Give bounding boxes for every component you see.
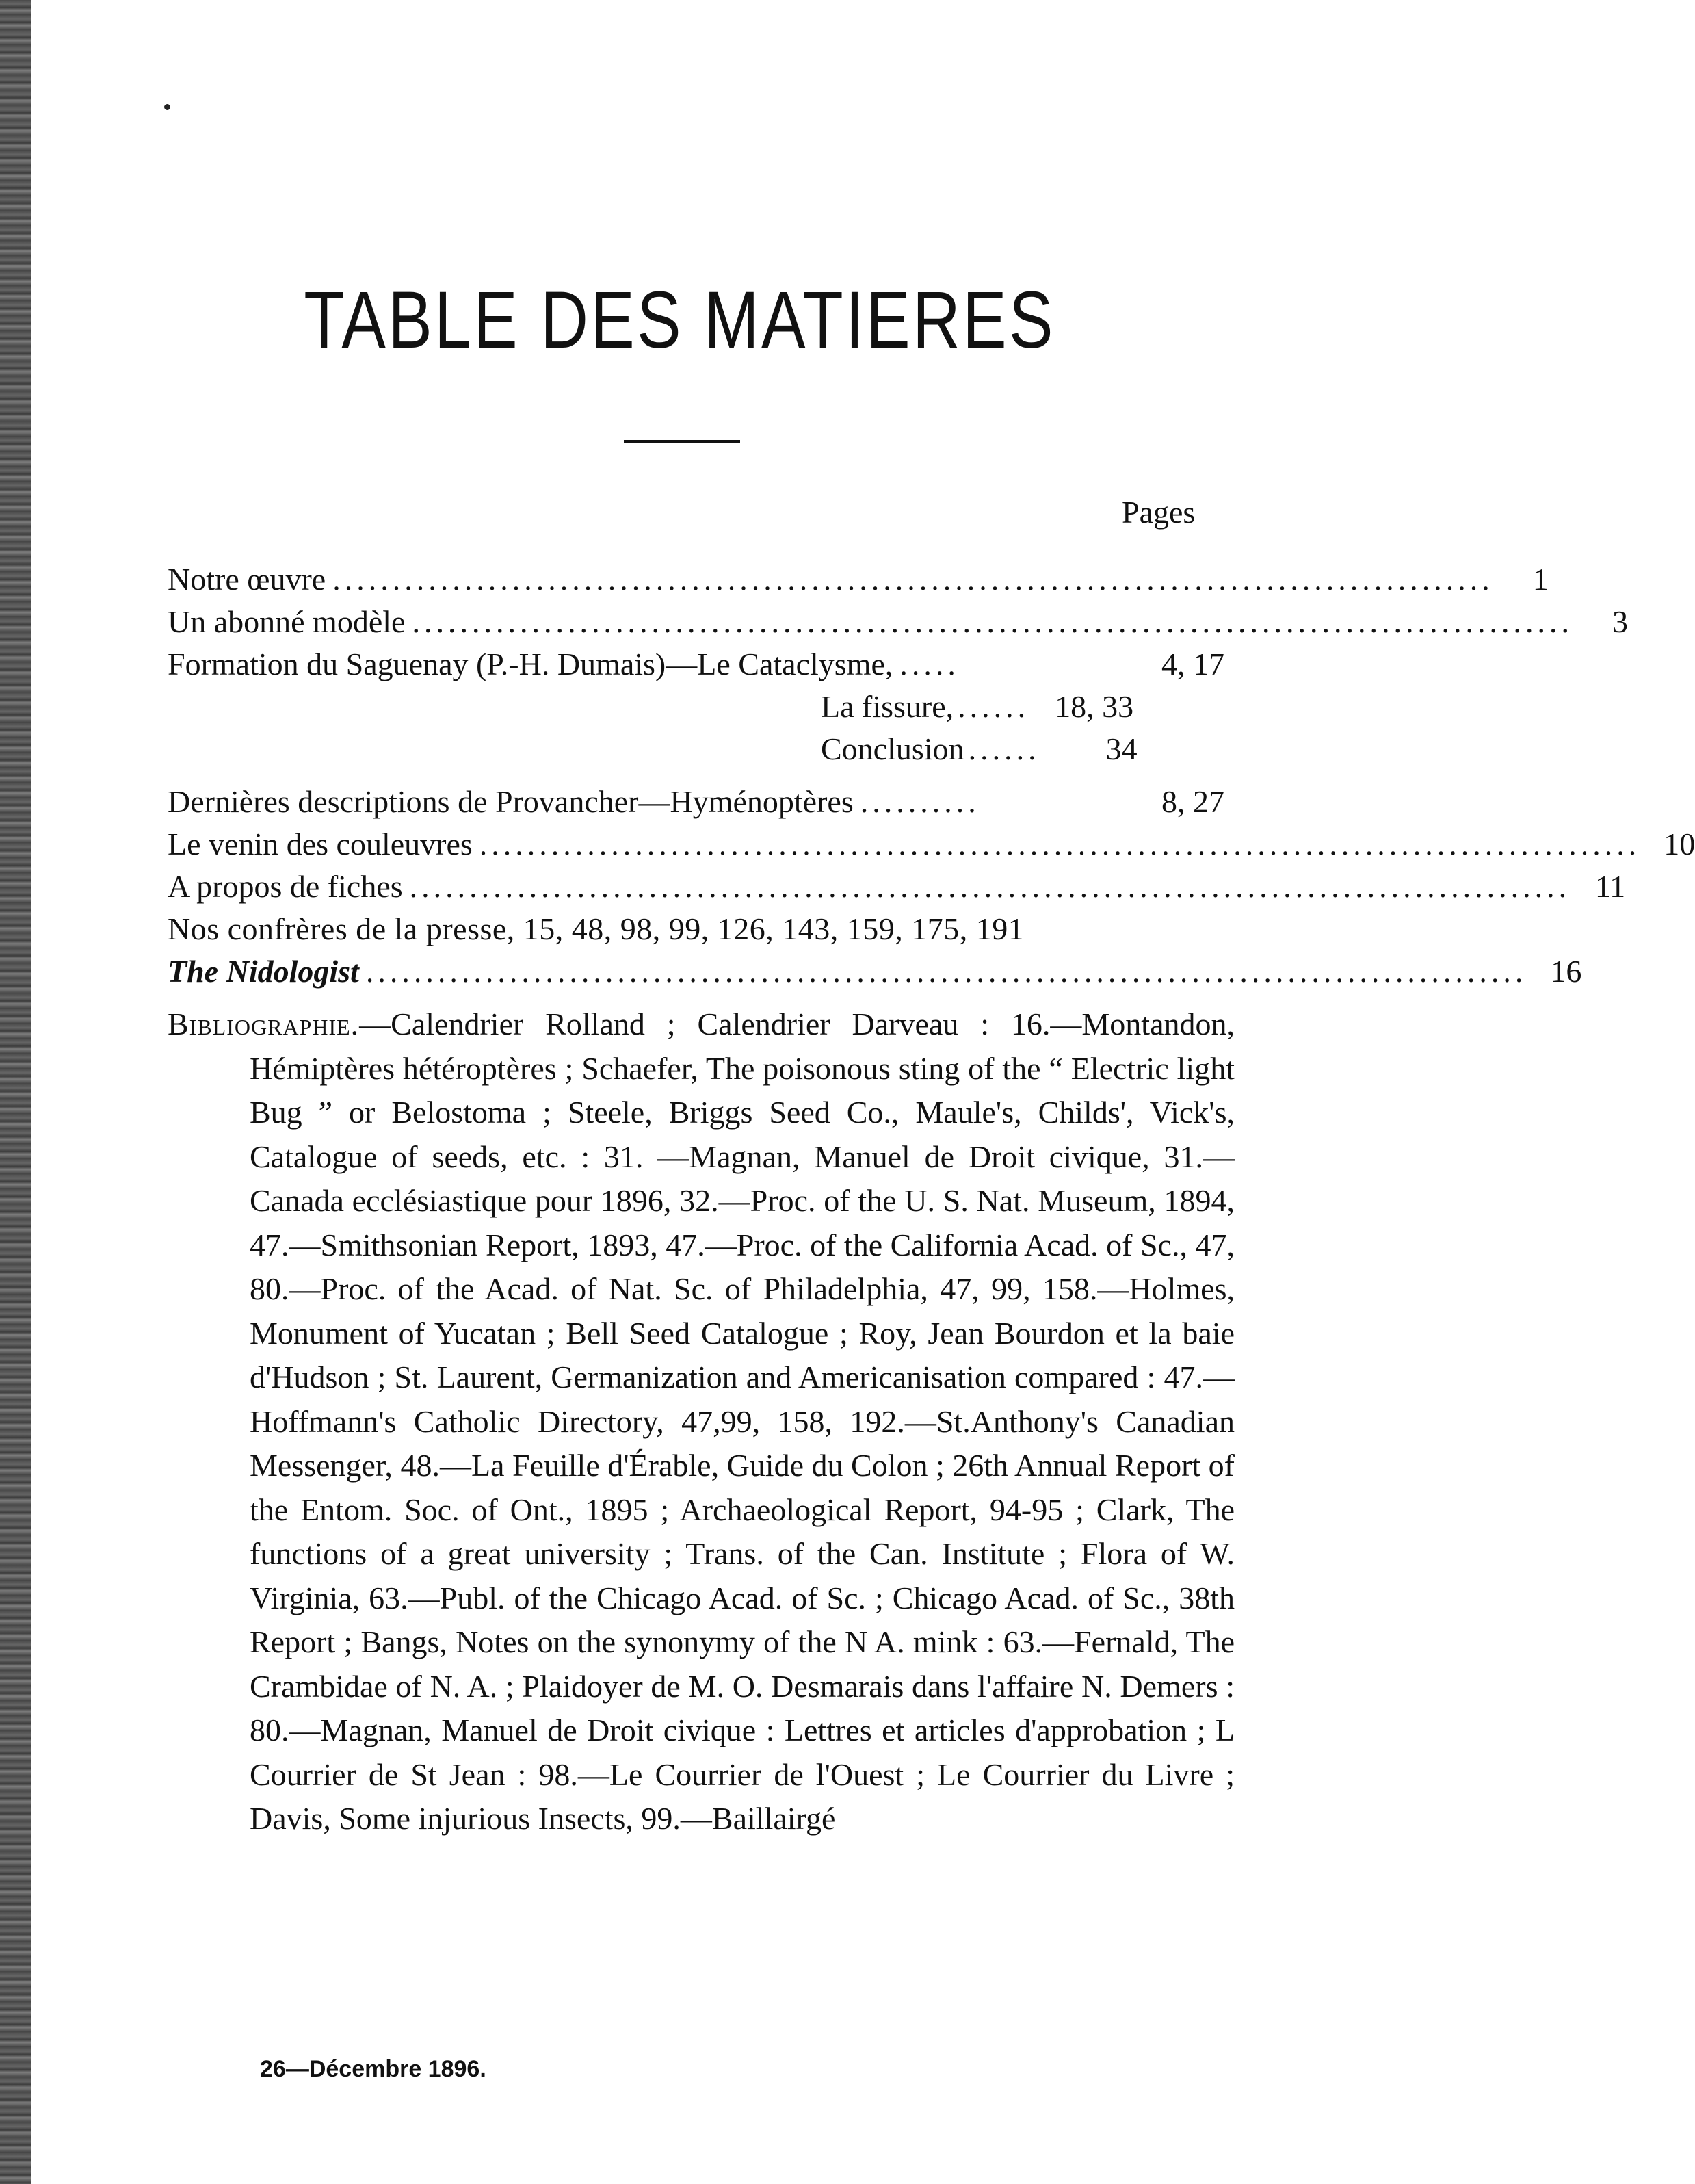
- toc-entry-pages: 1: [1532, 562, 1549, 597]
- title-rule: [624, 440, 740, 443]
- toc-entry: [168, 868, 1626, 911]
- toc-entry-pages: 10: [1664, 827, 1695, 861]
- toc-entry-presse: [168, 911, 1224, 953]
- bibliography-paragraph: [168, 1002, 1235, 1841]
- toc-entry: [168, 603, 1628, 646]
- toc-entry-label: A propos de fiches: [168, 869, 403, 904]
- leader-dots: ......: [958, 689, 1030, 724]
- toc-entry-label: Le venin des couleuvres: [168, 827, 473, 861]
- toc-entry-label: La fissure,: [821, 689, 954, 724]
- toc-entry-pages: 16: [1550, 954, 1582, 989]
- leader-dots: .................................................................................................: [365, 954, 1527, 989]
- toc-entry-label: Un abonné modèle: [168, 604, 406, 639]
- toc-subentry: [821, 688, 1133, 731]
- bibliography-heading: Bibliographie.: [168, 1006, 360, 1041]
- toc-entry-pages: 4, 17: [1161, 647, 1224, 681]
- toc-entry: [168, 561, 1549, 603]
- toc-entry-pages: 34: [1105, 731, 1138, 766]
- bibliography-text: —Calendrier Rolland ; Calendrier Darveau : 16.—Montandon, Hémiptères hétéroptères ; Schaefer, The poisonous sting of the “ Electric light Bug ” or Belostoma ; Steele, Briggs Seed Co., Maule's, Childs', Vick's, Catalogue of seeds, etc. : 31. —Magnan, Manuel de Droit civique, 31.—Canada ecclésiastique pour 1896, 32.—Proc. of the U. S. Nat. Museum, 1894, 47.—Smithsonian Report, 1893, 47.—Proc. of the California Acad. of Sc., 47, 80.—Proc. of the Acad. of Nat. Sc. of Philadelphia, 47, 99, 158.—Holmes, Monument of Yucatan ; Bell Seed Catalogue ; Roy, Jean Bourdon et la baie d'Hudson ; St. Laurent, Germanization and Americanisation compared : 47.— Hoffmann's Catholic Directory, 47,99, 158, 192.—St.Anthony's Canadian Messenger, 48.—La Feuille d'Érable, Guide du Colon ; 26th Annual Report of the Entom. Soc. of Ont., 1895 ; Archaeological Report, 94-95 ; Clark, The functions of a great university ; Trans. of the Can. Institute ; Flora of W. Virginia, 63.—Publ. of the Chicago Acad. of Sc. ; Chicago Acad. of Sc., 38th Report ; Bangs, Notes on the synonymy of the N A. mink : 63.—Fernald, The Crambidae of N. A. ; Plaidoyer de M. O. Desmarais dans l'affaire N. Demers : 80.—Magnan, Manuel de Droit civique : Lettres et articles d'approbation ; L Courrier de St Jean : 98.—Le Courrier de l'Ouest ; Le Courrier du Livre ; Davis, Some injurious Insects, 99.—Baillairgé: [250, 1006, 1235, 1836]
- leader-dots: ..........: [860, 784, 980, 819]
- leader-dots: .................................................................................................: [409, 869, 1571, 904]
- toc-entry-label: Nos confrères de la presse, 15, 48, 98, 99, 126, 143, 159, 175, 191: [168, 911, 1025, 946]
- leader-dots: .................................................................................................: [332, 562, 1494, 597]
- toc-entry-label: Notre œuvre: [168, 562, 326, 597]
- page-title: TABLE DES MATIERES: [304, 275, 1055, 365]
- toc-entry-pages: 8, 27: [1161, 784, 1224, 819]
- toc-entry-label: Dernières descriptions de Provancher—Hyménoptères: [168, 784, 854, 819]
- ink-speck: [164, 104, 170, 110]
- scanned-page-edge: [0, 0, 31, 2184]
- toc-entry: [168, 646, 1224, 688]
- page-footer: 26—Décembre 1896.: [260, 2056, 486, 2082]
- toc-entry-label: The Nidologist: [168, 954, 359, 989]
- pages-column-header: Pages: [1122, 495, 1196, 530]
- toc-entry: [168, 953, 1582, 996]
- toc-entry-label: Conclusion: [821, 731, 964, 766]
- toc-entry-pages: 18, 33: [1055, 689, 1134, 724]
- toc-entry-pages: 11: [1594, 869, 1626, 904]
- leader-dots: .....: [899, 647, 960, 681]
- toc-subentry: [821, 731, 1138, 773]
- leader-dots: .................................................................................................: [479, 827, 1641, 861]
- toc-entry-label: Formation du Saguenay (P.-H. Dumais)—Le Cataclysme,: [168, 647, 893, 681]
- toc-entry: [168, 783, 1224, 826]
- leader-dots: .................................................................................................: [412, 604, 1573, 639]
- leader-dots: ......: [968, 731, 1040, 766]
- bibliography-section: [168, 1002, 1235, 1841]
- toc-entry: [168, 826, 1695, 868]
- toc-entry-pages: 3: [1612, 604, 1628, 639]
